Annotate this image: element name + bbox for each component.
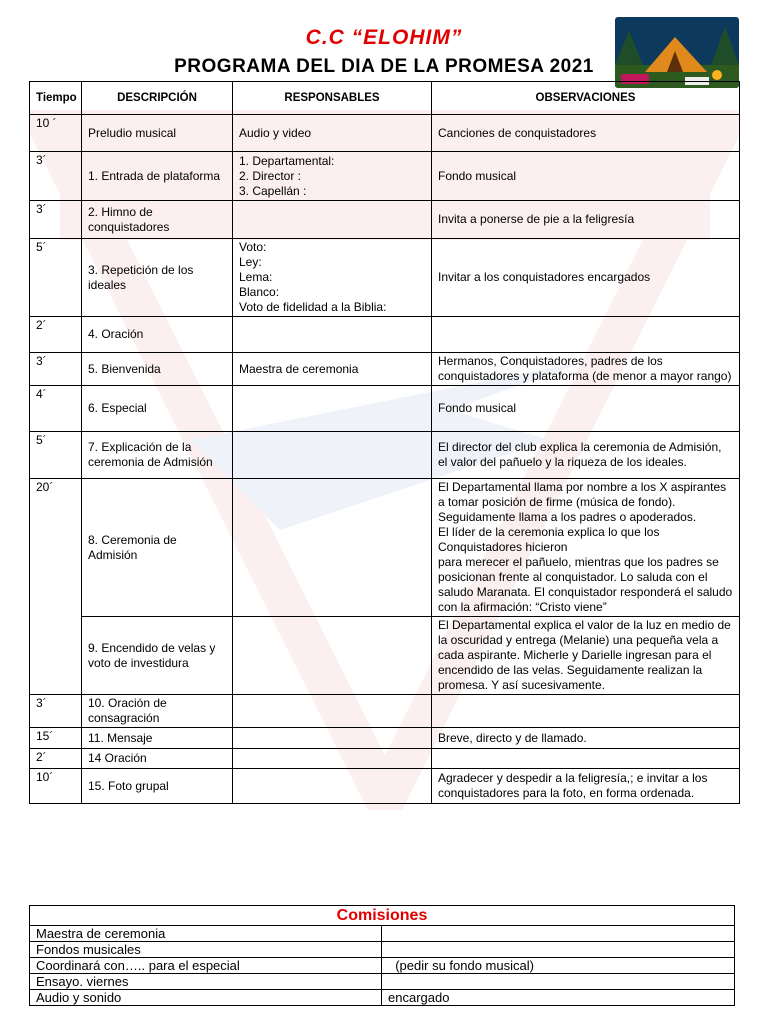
description-cell: 9. Encendido de velas y voto de investidura [82, 617, 233, 695]
responsible-cell [233, 479, 432, 617]
description-cell: 14 Oración [82, 749, 233, 769]
description-cell: 1. Entrada de plataforma [82, 152, 233, 201]
description-cell: 3. Repetición de los ideales [82, 239, 233, 317]
observation-cell [432, 695, 740, 728]
table-row [30, 769, 740, 804]
responsible-cell: Maestra de ceremonia [233, 353, 432, 386]
description-cell: 4. Oración [82, 317, 233, 353]
responsible-cell [233, 728, 432, 749]
description-cell: 11. Mensaje [82, 728, 233, 749]
table-row [30, 695, 740, 728]
col-header-responsables: RESPONSABLES [233, 82, 432, 115]
responsible-cell: Voto: Ley: Lema: Blanco: Voto de fidelidad a la Biblia: [233, 239, 432, 317]
table-row [30, 317, 740, 353]
table-row [30, 617, 740, 695]
time-cell: 3´ [30, 695, 82, 728]
col-header-observaciones: OBSERVACIONES [432, 82, 740, 115]
comisiones-table [29, 905, 735, 1006]
time-cell: 4´ [30, 386, 82, 432]
observation-cell: Invita a ponerse de pie a la feligresía [432, 201, 740, 239]
responsible-cell [233, 749, 432, 769]
responsible-cell [233, 201, 432, 239]
time-cell: 2´ [30, 317, 82, 353]
commission-task: Ensayo. viernes [30, 974, 382, 990]
commission-task: Maestra de ceremonia [30, 926, 382, 942]
table-row [30, 974, 735, 990]
col-header-descripcion: DESCRIPCIÓN [82, 82, 233, 115]
table-row [30, 990, 735, 1006]
responsible-cell [233, 432, 432, 479]
observation-cell [432, 317, 740, 353]
observation-cell: Fondo musical [432, 152, 740, 201]
description-cell: 6. Especial [82, 386, 233, 432]
table-row [30, 749, 740, 769]
time-cell: 10´ [30, 769, 82, 804]
responsible-cell: Audio y video [233, 115, 432, 152]
observation-cell: Breve, directo y de llamado. [432, 728, 740, 749]
commission-note: encargado [382, 990, 735, 1006]
commission-task: Fondos musicales [30, 942, 382, 958]
table-row [30, 958, 735, 974]
table-row [30, 728, 740, 749]
observation-cell: El director del club explica la ceremonia de Admisión, el valor del pañuelo y la riqueza de los ideales. [432, 432, 740, 479]
responsible-cell [233, 769, 432, 804]
observation-cell: Canciones de conquistadores [432, 115, 740, 152]
responsible-cell [233, 695, 432, 728]
description-cell: 5. Bienvenida [82, 353, 233, 386]
description-cell: 7. Explicación de la ceremonia de Admisión [82, 432, 233, 479]
camp-logo-image [615, 17, 739, 88]
table-row [30, 479, 740, 617]
table-row [30, 152, 740, 201]
observation-cell: Invitar a los conquistadores encargados [432, 239, 740, 317]
observation-cell: El Departamental llama por nombre a los X aspirantes a tomar posición de firme (música de fondo). Seguidamente llama a los padres o apoderados. El líder de la ceremonia explica lo que los Conquistadores hicieron para merecer el pañuelo, mientras que los padres se posicionan frente al conquistador. Lo saluda con el saludo Maranata. El conquistador responderá el saludo con la afirmación: “Cristo viene” [432, 479, 740, 617]
program-table [29, 81, 740, 804]
table-row [30, 432, 740, 479]
program-title: PROGRAMA DEL DIA DE LA PROMESA 2021 [174, 56, 594, 77]
responsible-cell [233, 617, 432, 695]
observation-cell [432, 749, 740, 769]
commission-task: Audio y sonido [30, 990, 382, 1006]
time-cell: 5´ [30, 239, 82, 317]
time-cell: 3´ [30, 201, 82, 239]
observation-cell: El Departamental explica el valor de la luz en medio de la oscuridad y entrega (Melanie) una pequeña vela a cada aspirante. Micherle y Darielle ingresan para el encendido de las velas. Seguidamente realizan la promesa. Y así sucesivamente. [432, 617, 740, 695]
table-row [30, 353, 740, 386]
time-cell: 15´ [30, 728, 82, 749]
table-row [30, 942, 735, 958]
time-cell: 5´ [30, 432, 82, 479]
commission-note [382, 926, 735, 942]
time-cell: 3´ [30, 152, 82, 201]
club-title: C.C “ELOHIM” [305, 26, 463, 49]
time-cell: 20´ [30, 479, 82, 695]
table-row [30, 926, 735, 942]
observation-cell: Agradecer y despedir a la feligresía,; e invitar a los conquistadores para la foto, en forma ordenada. [432, 769, 740, 804]
description-cell: 2. Himno de conquistadores [82, 201, 233, 239]
time-cell: 10 ´ [30, 115, 82, 152]
table-row [30, 115, 740, 152]
commission-task: Coordinará con….. para el especial [30, 958, 382, 974]
table-row [30, 239, 740, 317]
commission-note: (pedir su fondo musical) [382, 958, 735, 974]
responsible-cell [233, 386, 432, 432]
time-cell: 2´ [30, 749, 82, 769]
comisiones-title: Comisiones [30, 906, 735, 926]
description-cell: 10. Oración de consagración [82, 695, 233, 728]
description-cell: 8. Ceremonia de Admisión [82, 479, 233, 617]
responsible-cell: 1. Departamental: 2. Director : 3. Capellán : [233, 152, 432, 201]
table-row [30, 201, 740, 239]
description-cell: 15. Foto grupal [82, 769, 233, 804]
description-cell: Preludio musical [82, 115, 233, 152]
commission-note [382, 974, 735, 990]
observation-cell: Fondo musical [432, 386, 740, 432]
time-cell: 3´ [30, 353, 82, 386]
col-header-tiempo: Tiempo [30, 82, 82, 115]
commission-note [382, 942, 735, 958]
responsible-cell [233, 317, 432, 353]
program-header-row [30, 82, 740, 115]
observation-cell: Hermanos, Conquistadores, padres de los conquistadores y plataforma (de menor a mayor rango) [432, 353, 740, 386]
table-row [30, 386, 740, 432]
